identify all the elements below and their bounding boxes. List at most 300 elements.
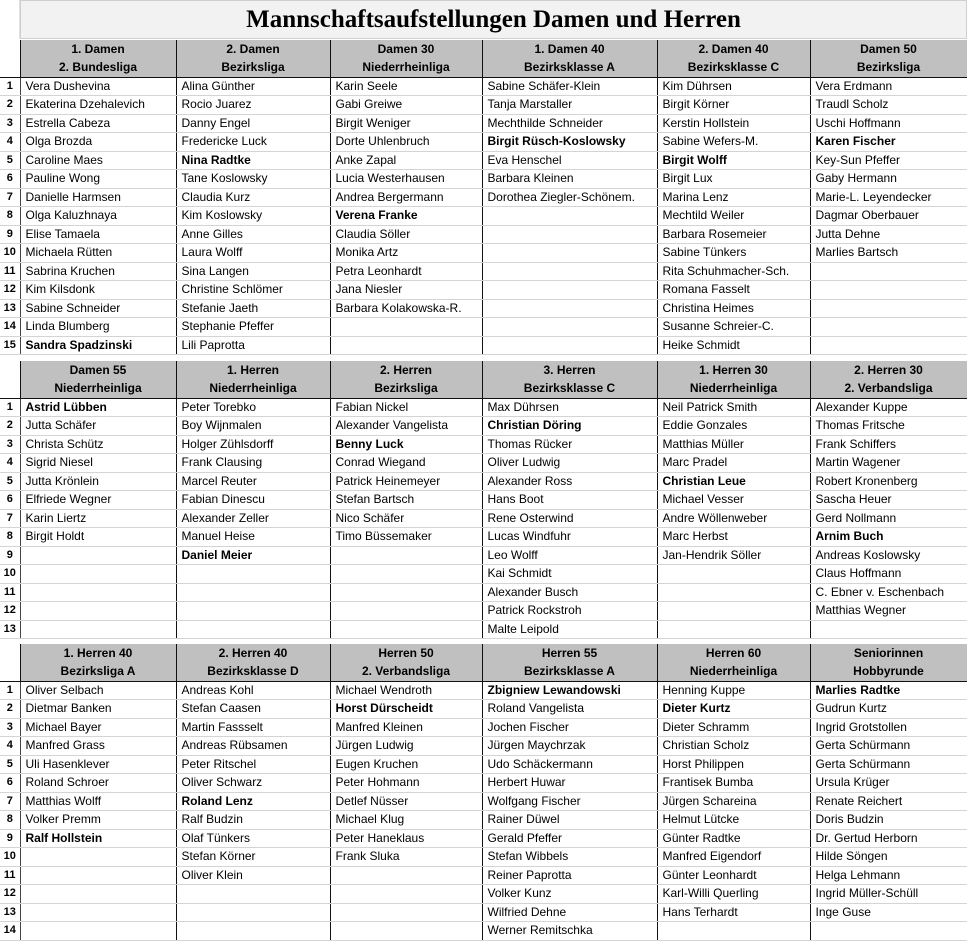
table-row xyxy=(0,77,967,96)
empty-cell xyxy=(810,318,967,337)
player-name: Peter Haneklaus xyxy=(330,829,482,848)
team-name: 1. Herren 30 xyxy=(657,361,810,380)
table-row xyxy=(0,903,967,922)
empty-cell xyxy=(482,225,657,244)
player-name: Marlies Radtke xyxy=(810,681,967,700)
player-name: Marie-L. Leyendecker xyxy=(810,188,967,207)
player-name: Karen Fischer xyxy=(810,133,967,152)
player-name: Ralf Budzin xyxy=(176,811,330,830)
table-row xyxy=(0,454,967,473)
player-name: Martin Fassselt xyxy=(176,718,330,737)
player-name: Sabine Wefers-M. xyxy=(657,133,810,152)
table-row xyxy=(0,491,967,510)
table-row xyxy=(0,244,967,263)
player-name: Claus Hoffmann xyxy=(810,565,967,584)
empty-cell xyxy=(482,207,657,226)
table-row xyxy=(0,225,967,244)
table-row xyxy=(0,602,967,621)
player-name: Jürgen Ludwig xyxy=(330,737,482,756)
team-league: Bezirksklasse D xyxy=(176,663,330,682)
player-name: Manfred Grass xyxy=(20,737,176,756)
empty-cell xyxy=(657,583,810,602)
row-number: 1 xyxy=(0,398,20,417)
sheet-title: Mannschaftsaufstellungen Damen und Herren xyxy=(20,0,967,39)
player-name: Ekaterina Dzehalevich xyxy=(20,96,176,115)
empty-cell xyxy=(20,620,176,639)
player-name: Olaf Tünkers xyxy=(176,829,330,848)
header-spacer xyxy=(0,644,20,663)
player-name: Christa Schütz xyxy=(20,435,176,454)
player-name: Michael Klug xyxy=(330,811,482,830)
player-name: Karl-Willi Querling xyxy=(657,885,810,904)
table-row xyxy=(0,792,967,811)
empty-cell xyxy=(330,318,482,337)
table-row xyxy=(0,472,967,491)
empty-cell xyxy=(330,583,482,602)
player-name: Christian Leue xyxy=(657,472,810,491)
player-name: Günter Radtke xyxy=(657,829,810,848)
player-name: Patrick Rockstroh xyxy=(482,602,657,621)
table-row xyxy=(0,207,967,226)
table-row xyxy=(0,299,967,318)
player-name: C. Ebner v. Eschenbach xyxy=(810,583,967,602)
player-name: Henning Kuppe xyxy=(657,681,810,700)
player-name: Fredericke Luck xyxy=(176,133,330,152)
player-name: Claudia Kurz xyxy=(176,188,330,207)
row-number: 12 xyxy=(0,281,20,300)
table-row xyxy=(0,151,967,170)
player-name: Romana Fasselt xyxy=(657,281,810,300)
row-number: 13 xyxy=(0,903,20,922)
table-row xyxy=(0,620,967,639)
row-number: 9 xyxy=(0,829,20,848)
player-name: Gaby Hermann xyxy=(810,170,967,189)
player-name: Thomas Rücker xyxy=(482,435,657,454)
player-name: Inge Guse xyxy=(810,903,967,922)
empty-cell xyxy=(20,565,176,584)
player-name: Christian Döring xyxy=(482,417,657,436)
player-name: Gudrun Kurtz xyxy=(810,700,967,719)
empty-cell xyxy=(20,885,176,904)
player-name: Jutta Dehne xyxy=(810,225,967,244)
player-name: Roland Lenz xyxy=(176,792,330,811)
team-league: Hobbyrunde xyxy=(810,663,967,682)
team-name: Damen 50 xyxy=(810,40,967,59)
player-name: Michael Vesser xyxy=(657,491,810,510)
player-name: Frantisek Bumba xyxy=(657,774,810,793)
player-name: Frank Sluka xyxy=(330,848,482,867)
empty-cell xyxy=(810,299,967,318)
player-name: Lucia Westerhausen xyxy=(330,170,482,189)
empty-cell xyxy=(657,922,810,941)
player-name: Estrella Cabeza xyxy=(20,114,176,133)
player-name: Zbigniew Lewandowski xyxy=(482,681,657,700)
team-name: 2. Damen xyxy=(176,40,330,59)
empty-cell xyxy=(657,620,810,639)
player-name: Tanja Marstaller xyxy=(482,96,657,115)
table-row xyxy=(0,774,967,793)
player-name: Gabi Greiwe xyxy=(330,96,482,115)
player-name: Danny Engel xyxy=(176,114,330,133)
table-row xyxy=(0,885,967,904)
player-name: Oliver Klein xyxy=(176,866,330,885)
empty-cell xyxy=(176,903,330,922)
player-name: Andreas Koslowsky xyxy=(810,546,967,565)
team-league: Niederrheinliga xyxy=(657,380,810,399)
table-row xyxy=(0,281,967,300)
player-name: Claudia Söller xyxy=(330,225,482,244)
team-league: Bezirksklasse C xyxy=(482,380,657,399)
player-name: Birgit Weniger xyxy=(330,114,482,133)
team-name: 1. Damen xyxy=(20,40,176,59)
team-name: Herren 50 xyxy=(330,644,482,663)
player-name: Herbert Huwar xyxy=(482,774,657,793)
team-name: Herren 60 xyxy=(657,644,810,663)
player-name: Andre Wöllenweber xyxy=(657,509,810,528)
player-name: Dieter Schramm xyxy=(657,718,810,737)
table-row xyxy=(0,700,967,719)
player-name: Fabian Dinescu xyxy=(176,491,330,510)
player-name: Gerd Nollmann xyxy=(810,509,967,528)
team-name: 1. Herren xyxy=(176,361,330,380)
player-name: Gerald Pfeffer xyxy=(482,829,657,848)
player-name: Vera Erdmann xyxy=(810,77,967,96)
player-name: Günter Leonhardt xyxy=(657,866,810,885)
empty-cell xyxy=(176,602,330,621)
table-row xyxy=(0,170,967,189)
player-name: Elise Tamaela xyxy=(20,225,176,244)
header-spacer xyxy=(0,40,20,59)
team-league: Niederrheinliga xyxy=(330,59,482,78)
team-name: 3. Herren xyxy=(482,361,657,380)
row-number: 1 xyxy=(0,681,20,700)
table-row xyxy=(0,565,967,584)
player-name: Hans Boot xyxy=(482,491,657,510)
row-number: 14 xyxy=(0,318,20,337)
player-name: Oliver Schwarz xyxy=(176,774,330,793)
player-name: Jana Niesler xyxy=(330,281,482,300)
player-name: Arnim Buch xyxy=(810,528,967,547)
team-league: Bezirksliga xyxy=(330,380,482,399)
player-name: Jürgen Maychrzak xyxy=(482,737,657,756)
player-name: Peter Ritschel xyxy=(176,755,330,774)
player-name: Helmut Lütcke xyxy=(657,811,810,830)
player-name: Karin Liertz xyxy=(20,509,176,528)
row-number: 11 xyxy=(0,583,20,602)
table-row xyxy=(0,811,967,830)
player-name: Frank Schiffers xyxy=(810,435,967,454)
player-name: Birgit Rüsch-Koslowsky xyxy=(482,133,657,152)
player-name: Birgit Körner xyxy=(657,96,810,115)
row-number: 11 xyxy=(0,262,20,281)
empty-cell xyxy=(810,336,967,355)
row-number: 2 xyxy=(0,96,20,115)
player-name: Key-Sun Pfeffer xyxy=(810,151,967,170)
table-row xyxy=(0,583,967,602)
player-name: Birgit Wolff xyxy=(657,151,810,170)
player-name: Elfriede Wegner xyxy=(20,491,176,510)
row-number: 4 xyxy=(0,133,20,152)
empty-cell xyxy=(20,602,176,621)
team-name: Seniorinnen xyxy=(810,644,967,663)
team-name: 1. Herren 40 xyxy=(20,644,176,663)
header-spacer xyxy=(0,380,20,399)
player-name: Gerta Schürmann xyxy=(810,755,967,774)
player-name: Marc Pradel xyxy=(657,454,810,473)
player-name: Jochen Fischer xyxy=(482,718,657,737)
player-name: Jürgen Schareina xyxy=(657,792,810,811)
row-number: 10 xyxy=(0,244,20,263)
empty-cell xyxy=(176,565,330,584)
player-name: Birgit Holdt xyxy=(20,528,176,547)
table-row xyxy=(0,848,967,867)
player-name: Stefan Körner xyxy=(176,848,330,867)
team-league: 2. Bundesliga xyxy=(20,59,176,78)
row-number: 5 xyxy=(0,151,20,170)
player-name: Rita Schuhmacher-Sch. xyxy=(657,262,810,281)
empty-cell xyxy=(330,620,482,639)
row-number: 3 xyxy=(0,114,20,133)
player-name: Alexander Zeller xyxy=(176,509,330,528)
player-name: Stefan Wibbels xyxy=(482,848,657,867)
player-name: Marina Lenz xyxy=(657,188,810,207)
empty-cell xyxy=(176,620,330,639)
player-name: Reiner Paprotta xyxy=(482,866,657,885)
table-row xyxy=(0,133,967,152)
table-row xyxy=(0,398,967,417)
player-name: Pauline Wong xyxy=(20,170,176,189)
player-name: Kai Schmidt xyxy=(482,565,657,584)
table-row xyxy=(0,718,967,737)
player-name: Peter Torebko xyxy=(176,398,330,417)
player-name: Marlies Bartsch xyxy=(810,244,967,263)
player-name: Heike Schmidt xyxy=(657,336,810,355)
player-name: Wolfgang Fischer xyxy=(482,792,657,811)
player-name: Stefan Bartsch xyxy=(330,491,482,510)
player-name: Jan-Hendrik Söller xyxy=(657,546,810,565)
player-name: Andrea Bergermann xyxy=(330,188,482,207)
team-league: Bezirksklasse A xyxy=(482,663,657,682)
table-row xyxy=(0,829,967,848)
empty-cell xyxy=(20,922,176,941)
team-block xyxy=(0,644,967,941)
player-name: Susanne Schreier-C. xyxy=(657,318,810,337)
player-name: Oliver Ludwig xyxy=(482,454,657,473)
player-name: Dietmar Banken xyxy=(20,700,176,719)
player-name: Sabine Schneider xyxy=(20,299,176,318)
player-name: Alina Günther xyxy=(176,77,330,96)
table-row xyxy=(0,262,967,281)
player-name: Daniel Meier xyxy=(176,546,330,565)
table-row xyxy=(0,866,967,885)
player-name: Frank Clausing xyxy=(176,454,330,473)
player-name: Laura Wolff xyxy=(176,244,330,263)
empty-cell xyxy=(176,885,330,904)
row-number: 9 xyxy=(0,546,20,565)
player-name: Martin Wagener xyxy=(810,454,967,473)
table-row xyxy=(0,546,967,565)
player-name: Dorte Uhlenbruch xyxy=(330,133,482,152)
row-number: 4 xyxy=(0,454,20,473)
row-number: 8 xyxy=(0,528,20,547)
empty-cell xyxy=(330,546,482,565)
player-name: Astrid Lübben xyxy=(20,398,176,417)
team-league: Bezirksliga A xyxy=(20,663,176,682)
row-number: 4 xyxy=(0,737,20,756)
player-name: Sascha Heuer xyxy=(810,491,967,510)
player-name: Olga Kaluzhnaya xyxy=(20,207,176,226)
player-name: Sigrid Niesel xyxy=(20,454,176,473)
team-block xyxy=(0,361,967,639)
player-name: Sina Langen xyxy=(176,262,330,281)
empty-cell xyxy=(330,866,482,885)
row-number: 14 xyxy=(0,922,20,941)
player-name: Renate Reichert xyxy=(810,792,967,811)
team-name: 2. Herren 40 xyxy=(176,644,330,663)
player-name: Kim Dührsen xyxy=(657,77,810,96)
empty-cell xyxy=(810,262,967,281)
empty-cell xyxy=(657,565,810,584)
player-name: Olga Brozda xyxy=(20,133,176,152)
player-name: Rene Osterwind xyxy=(482,509,657,528)
team-name: 2. Herren xyxy=(330,361,482,380)
player-name: Dorothea Ziegler-Schönem. xyxy=(482,188,657,207)
player-name: Manfred Eigendorf xyxy=(657,848,810,867)
empty-cell xyxy=(810,922,967,941)
player-name: Anne Gilles xyxy=(176,225,330,244)
player-name: Helga Lehmann xyxy=(810,866,967,885)
row-number: 8 xyxy=(0,811,20,830)
player-name: Stefan Caasen xyxy=(176,700,330,719)
table-row xyxy=(0,318,967,337)
player-name: Christine Schlömer xyxy=(176,281,330,300)
empty-cell xyxy=(657,602,810,621)
team-league: Bezirksliga xyxy=(810,59,967,78)
team-league: Bezirksklasse C xyxy=(657,59,810,78)
player-name: Werner Remitschka xyxy=(482,922,657,941)
player-name: Leo Wolff xyxy=(482,546,657,565)
player-name: Barbara Kolakowska-R. xyxy=(330,299,482,318)
team-name: 1. Damen 40 xyxy=(482,40,657,59)
player-name: Dagmar Oberbauer xyxy=(810,207,967,226)
player-name: Rainer Düwel xyxy=(482,811,657,830)
player-name: Eugen Kruchen xyxy=(330,755,482,774)
empty-cell xyxy=(330,903,482,922)
player-name: Hilde Söngen xyxy=(810,848,967,867)
empty-cell xyxy=(482,299,657,318)
row-number: 6 xyxy=(0,170,20,189)
player-name: Mechtild Weiler xyxy=(657,207,810,226)
player-name: Volker Kunz xyxy=(482,885,657,904)
empty-cell xyxy=(482,281,657,300)
player-name: Michaela Rütten xyxy=(20,244,176,263)
player-name: Petra Leonhardt xyxy=(330,262,482,281)
row-number: 1 xyxy=(0,77,20,96)
player-name: Stephanie Pfeffer xyxy=(176,318,330,337)
player-name: Gerta Schürmann xyxy=(810,737,967,756)
player-name: Boy Wijnmalen xyxy=(176,417,330,436)
table-row xyxy=(0,755,967,774)
row-number: 10 xyxy=(0,848,20,867)
player-name: Caroline Maes xyxy=(20,151,176,170)
table-row xyxy=(0,188,967,207)
team-league: Bezirksliga xyxy=(176,59,330,78)
empty-cell xyxy=(20,866,176,885)
player-name: Barbara Rosemeier xyxy=(657,225,810,244)
player-name: Lucas Windfuhr xyxy=(482,528,657,547)
player-name: Sabrina Kruchen xyxy=(20,262,176,281)
row-number: 5 xyxy=(0,472,20,491)
table-row xyxy=(0,528,967,547)
player-name: Manuel Heise xyxy=(176,528,330,547)
row-number: 7 xyxy=(0,792,20,811)
player-name: Doris Budzin xyxy=(810,811,967,830)
player-name: Michael Bayer xyxy=(20,718,176,737)
row-number: 6 xyxy=(0,491,20,510)
empty-cell xyxy=(810,281,967,300)
player-name: Linda Blumberg xyxy=(20,318,176,337)
player-name: Roland Vangelista xyxy=(482,700,657,719)
player-name: Marc Herbst xyxy=(657,528,810,547)
player-name: Udo Schäckermann xyxy=(482,755,657,774)
empty-cell xyxy=(20,583,176,602)
table-row xyxy=(0,509,967,528)
player-name: Mechthilde Schneider xyxy=(482,114,657,133)
player-name: Lili Paprotta xyxy=(176,336,330,355)
player-name: Malte Leipold xyxy=(482,620,657,639)
player-name: Barbara Kleinen xyxy=(482,170,657,189)
player-name: Sandra Spadzinski xyxy=(20,336,176,355)
team-league: 2. Verbandsliga xyxy=(810,380,967,399)
player-name: Max Dührsen xyxy=(482,398,657,417)
player-name: Sabine Schäfer-Klein xyxy=(482,77,657,96)
player-name: Benny Luck xyxy=(330,435,482,454)
header-spacer xyxy=(0,59,20,78)
player-name: Detlef Nüsser xyxy=(330,792,482,811)
row-number: 5 xyxy=(0,755,20,774)
team-league: Niederrheinliga xyxy=(657,663,810,682)
header-spacer xyxy=(0,361,20,380)
player-name: Matthias Wolff xyxy=(20,792,176,811)
player-name: Uli Hasenklever xyxy=(20,755,176,774)
player-name: Sabine Tünkers xyxy=(657,244,810,263)
empty-cell xyxy=(20,848,176,867)
player-name: Traudl Scholz xyxy=(810,96,967,115)
row-number: 7 xyxy=(0,509,20,528)
player-name: Andreas Kohl xyxy=(176,681,330,700)
player-name: Oliver Selbach xyxy=(20,681,176,700)
player-name: Monika Artz xyxy=(330,244,482,263)
player-name: Thomas Fritsche xyxy=(810,417,967,436)
player-name: Uschi Hoffmann xyxy=(810,114,967,133)
row-number: 2 xyxy=(0,417,20,436)
player-name: Ursula Krüger xyxy=(810,774,967,793)
player-name: Ralf Hollstein xyxy=(20,829,176,848)
player-name: Neil Patrick Smith xyxy=(657,398,810,417)
table-row xyxy=(0,737,967,756)
team-league: Bezirksklasse A xyxy=(482,59,657,78)
empty-cell xyxy=(810,620,967,639)
player-name: Peter Hohmann xyxy=(330,774,482,793)
player-name: Vera Dushevina xyxy=(20,77,176,96)
row-number: 13 xyxy=(0,620,20,639)
row-number: 12 xyxy=(0,885,20,904)
player-name: Nico Schäfer xyxy=(330,509,482,528)
empty-cell xyxy=(482,336,657,355)
empty-cell xyxy=(482,262,657,281)
player-name: Dr. Gertud Herborn xyxy=(810,829,967,848)
row-number: 7 xyxy=(0,188,20,207)
